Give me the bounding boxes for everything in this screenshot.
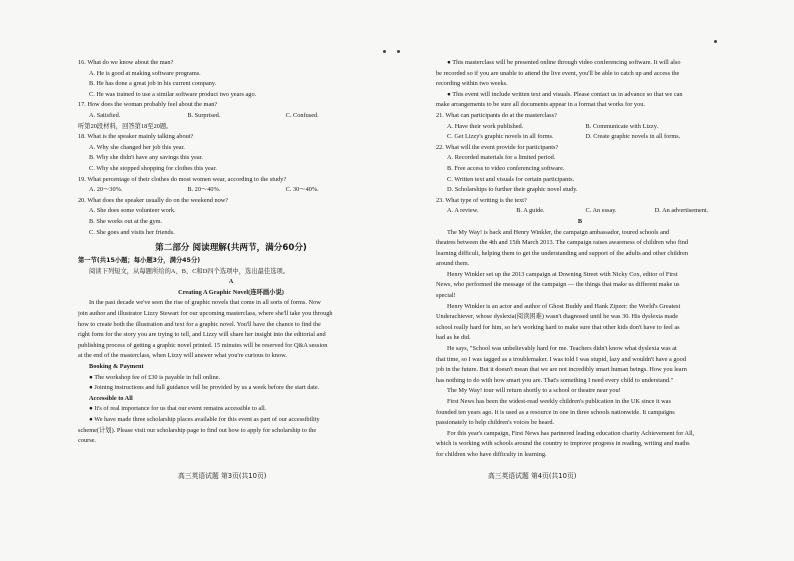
left-page	[78, 58, 384, 447]
passage-line: how to create both the illustration and text for a graphic novel. You'll have the chance to find the	[78, 320, 321, 328]
passage-line: school really hard for him, so he's working hard to make sure that other kids don't have to feel as	[436, 323, 680, 331]
passage-b-letter: B	[577, 217, 583, 225]
question-21-stem: 21. What can participants do at the masterclass?	[436, 111, 557, 119]
passage-line: that time, so I was tagged as a troublemaker. I was told I was stupid, lazy and wouldn't have a good	[436, 355, 686, 363]
q22-option-d: D. Scholarships to further their graphic novel study.	[447, 186, 578, 194]
bullet-line: ● This event will include written text and visuals. Please contact us in advance so that we can	[447, 90, 683, 98]
passage-line: The My Way! is back and Henry Winkler, the campaign ambassador, toured schools and	[447, 228, 670, 236]
passage-b-paragraph	[436, 270, 724, 302]
passage-line: Henry Winkler set up the 2013 campaign at Downing Street with Nicky Cox, editor of First	[447, 270, 678, 278]
passage-line: learning difficult, helping them to get the understanding and support of the adults and other children	[436, 249, 689, 257]
q23-options	[436, 206, 724, 217]
passage-a-letter: A	[228, 278, 234, 286]
access-bullet: ● We have made three scholarship places available for this event as part of our accessibility	[89, 416, 320, 423]
q21-option-b: B. Communicate with Lizzy.	[585, 122, 659, 130]
bullet-line: make arrangements to be sure all documents appear in a format that works for you.	[436, 101, 645, 109]
passage-line: News, who performed the message of the campaign — the things that make us different make us	[436, 281, 680, 289]
q19-option-a: A. 20～30%.	[89, 186, 123, 194]
passage-line: special!	[436, 292, 456, 300]
q17-options	[78, 111, 384, 122]
q23-option-c: C. An essay.	[585, 207, 617, 215]
bullet-line: recording within two weeks.	[436, 80, 508, 88]
access-heading: Accessible to All	[89, 394, 133, 402]
q23-option-b: B. A guide.	[516, 207, 545, 215]
question-18-stem: 18. What is the speaker mainly talking about?	[78, 133, 194, 141]
passage-line: for children who have difficulty in learning.	[436, 450, 547, 458]
q18-option-c: C. Why she stopped shopping for clothes this year.	[89, 164, 217, 172]
passage-b-paragraph	[436, 228, 724, 270]
question-22-stem: 22. What will the event provide for participants?	[436, 143, 559, 151]
passage-line: job in the future. But it doesn't mean that we are not incredibly smart human beings. How you learn	[436, 366, 687, 374]
passage-line: The My Way! tour will return shortly to a school or theatre near you!	[447, 387, 621, 395]
right-page	[436, 58, 724, 461]
access-bullet-cont: course.	[78, 437, 97, 445]
q16-option-a: A. He is good at making software programs.	[89, 69, 201, 77]
question-16-stem: 16. What do we know about the man?	[78, 59, 174, 66]
q21-options-row1	[436, 122, 724, 133]
q23-option-d: D. An advertisement.	[654, 207, 709, 215]
part-two-title: 第二部分 阅读理解(共两节，满分60分)	[155, 243, 307, 254]
passage-b-paragraph	[436, 344, 724, 386]
passage-b-paragraph	[436, 386, 724, 397]
q21-option-c: C. Get Lizzy's graphic novels in all forms.	[447, 133, 554, 141]
passage-a-intro	[78, 298, 384, 362]
booking-bullet: ● The workshop fee of £30 is payable in full online.	[89, 373, 221, 381]
bullet-line: be recorded so if you are unable to attend the live event, you'll be able to catch up and access the	[436, 69, 680, 77]
access-bullet: ● It's of real importance for us that our event remains accessible to all.	[89, 405, 267, 413]
passage-line: First News has been the widest-read weekly children's publication in the UK since it was	[447, 398, 671, 405]
passage-line: passionately to help children's voices be heard.	[436, 419, 555, 427]
q20-option-b: B. She works out at the gym.	[89, 217, 163, 225]
passage-b-paragraph	[436, 302, 724, 344]
q18-option-a: A. Why she changed her job this year.	[89, 143, 185, 151]
q21-option-d: D. Create graphic novels in all forms.	[585, 133, 681, 141]
passage-line: bad as he did.	[436, 334, 471, 342]
question-19-stem: 19. What percentage of their clothes do most women wear, according to the study?	[78, 175, 287, 183]
passage-line: at the end of the masterclass, when Lizzy will answer what you're curious to know.	[78, 352, 287, 360]
q19-option-c: C. 30～40%.	[285, 186, 319, 194]
section-one-title: 第一节(共15小题；每小题3分，满分45分)	[78, 257, 201, 265]
q16-option-b: B. He has done a great job in his current company.	[89, 80, 217, 88]
q19-option-b: B. 20～40%.	[187, 186, 221, 194]
q22-option-a: A. Recorded materials for a limited period.	[447, 154, 556, 162]
q17-option-c: C. Confused.	[285, 111, 319, 119]
q23-option-a: A. A review.	[447, 207, 479, 215]
passage-line: which is working with schools around the country to improve progress in reading, writing and maths	[436, 440, 690, 448]
passage-b-paragraph	[436, 429, 724, 461]
q17-option-b: B. Surprised.	[187, 111, 221, 119]
binding-mark	[714, 40, 717, 43]
q20-option-a: A. She does some volunteer work.	[89, 207, 176, 215]
binding-mark	[397, 50, 400, 53]
access-bullet-cont: scheme(计划). Please visit our scholarship page to find out how to apply for scholarship to the	[78, 426, 317, 434]
question-23-stem: 23. What type of writing is the text?	[436, 196, 527, 204]
passage-line: Underachiever, whose dyslexia(阅读困难) wasn't diagnosed until he was 30. His dyslexia made	[436, 313, 679, 321]
booking-heading: Booking & Payment	[89, 363, 144, 371]
page-footer-left: 高三英语试题 第3页(共10页)	[178, 472, 267, 480]
q18-option-b: B. Why she didn't have any savings this year.	[89, 154, 203, 162]
passage-line: around them.	[436, 260, 470, 268]
q21-option-a: A. Have their work published.	[447, 122, 524, 130]
passage-line: has nothing to do with how smart you are. That's something I need every child to understand."	[436, 376, 674, 384]
reading-instruction: 阅读下列短文，从每题所给的A、B、C和D四个选项中，选出最佳选项。	[89, 267, 290, 275]
passage-a-title: Creating A Graphic Novel(连环画小说)	[178, 288, 284, 296]
binding-mark	[383, 50, 386, 53]
q22-option-c: C. Written text and visuals for certain participants.	[447, 175, 575, 183]
q20-option-c: C. She goes and visits her friends.	[89, 228, 175, 236]
passage-line: For this year's campaign, First News has partnered leading education charity Achievement for All,	[447, 429, 695, 437]
passage-line: publishing process of getting a graphic novel printed. 15 minutes will be reserved for Q&A session	[78, 341, 328, 349]
passage-line: He says, "School was unbelievably hard for me. Teachers didn't know what dyslexia was at	[447, 345, 677, 353]
bullet-line: ● This masterclass will be presented online through video conferencing software. It will also	[447, 59, 681, 66]
question-17-stem: 17. How does the woman probably feel about the man?	[78, 101, 218, 109]
q19-options	[78, 185, 384, 196]
passage-line: join author and illustrator Lizzy Stewart for our upcoming masterclass, where she'll take you through	[78, 310, 333, 318]
passage-line: theatres between the 4th and 15th March 2013. The campaign raises awareness of children who find	[436, 239, 689, 247]
passage-line: Henry Winkler is an actor and author of Ghost Buddy and Hank Zipzer: the World's Greatest	[447, 302, 681, 310]
page-footer-right: 高三英语试题 第4页(共10页)	[488, 472, 577, 480]
passage-line: right form for the story you are trying to tell, and Lizzy will share her insight into the editorial and	[78, 331, 326, 339]
passage-line: In the past decade we've seen the rise of graphic novels that come in all sorts of forms. Now	[89, 299, 321, 307]
q21-options-row2	[436, 132, 724, 143]
booking-bullet: ● Joining instructions and full guidance will be provided by us a week before the start date.	[89, 384, 320, 392]
passage-b-paragraph	[436, 397, 724, 429]
listening-note: 听第20段材料，回答第18至20题。	[78, 122, 173, 130]
passage-line: founded ten years ago. It is used as a resource in one in three schools nationwide. It campaigns	[436, 408, 675, 416]
q16-option-c: C. He was trained to use a similar software product two years ago.	[89, 90, 257, 98]
q17-option-a: A. Satisfied.	[89, 111, 121, 119]
question-20-stem: 20. What does the speaker usually do on the weekend now?	[78, 196, 229, 204]
q22-option-b: B. Free access to video conferencing software.	[447, 164, 565, 172]
